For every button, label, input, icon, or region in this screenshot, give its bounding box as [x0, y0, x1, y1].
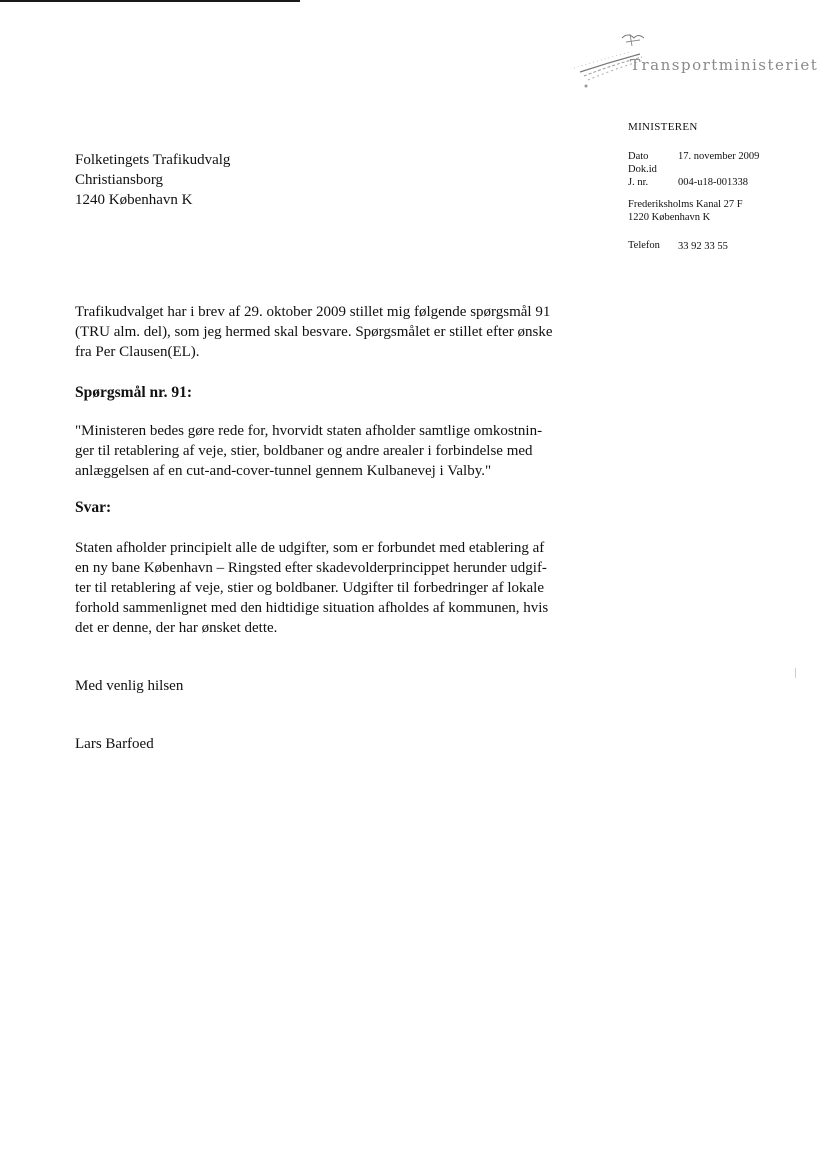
ministry-logo-text: Transportministeriet — [630, 56, 819, 74]
paragraph-line: Staten afholder principielt alle de udgifter, som er forbundet med etablering af — [75, 540, 545, 556]
recipient-line: Folketingets Trafikudvalg — [75, 152, 231, 168]
recipient-line: Christiansborg — [75, 172, 164, 188]
intro-paragraph — [75, 302, 595, 362]
paragraph-line: (TRU alm. del), som jeg hermed skal besvare. Spørgsmålet er stillet efter ønske — [75, 324, 553, 340]
journal-number-value: 004-u18-001338 — [678, 177, 748, 188]
recipient-address — [75, 150, 230, 210]
paragraph-line: fra Per Clausen(EL). — [75, 344, 200, 360]
date-value: 17. november 2009 — [678, 151, 760, 162]
phone-label: Telefon — [628, 240, 660, 251]
question-heading: Spørgsmål nr. 91: — [75, 384, 192, 401]
recipient-line: 1240 København K — [75, 192, 193, 208]
paragraph-line: en ny bane København – Ringsted efter skadevolderprincippet herunder udgif- — [75, 560, 547, 576]
paragraph-line: Trafikudvalget har i brev af 29. oktober 2009 stillet mig følgende spørgsmål 91 — [75, 304, 551, 320]
paragraph-line: det er denne, der har ønsket dette. — [75, 620, 278, 636]
scan-edge-line — [0, 0, 300, 2]
paragraph-line: ter til retablering af veje, stier og boldbaner. Udgifter til forbedringer af lokale — [75, 580, 544, 596]
journal-number-label: J. nr. — [628, 177, 649, 188]
sender-address-line2: 1220 København K — [628, 212, 711, 223]
paragraph-line: ger til retablering af veje, stier, boldbaner og andre arealer i forbindelse med — [75, 443, 533, 459]
date-label: Dato — [628, 151, 649, 162]
scan-mark — [795, 668, 796, 678]
paragraph-line: "Ministeren bedes gøre rede for, hvorvidt staten afholder samtlige omkostnin- — [75, 423, 543, 439]
doc-id-label: Dok.id — [628, 164, 657, 175]
phone-value: 33 92 33 55 — [678, 241, 728, 252]
closing-text: Med venlig hilsen — [75, 678, 184, 694]
sender-title: MINISTEREN — [628, 121, 698, 133]
paragraph-line: forhold sammenlignet med den hidtidige situation afholdes af kommunen, hvis — [75, 600, 549, 616]
sender-address-line1: Frederiksholms Kanal 27 F — [628, 199, 743, 210]
paragraph-line: anlæggelsen af en cut-and-cover-tunnel gennem Kulbanevej i Valby." — [75, 463, 492, 479]
answer-paragraph — [75, 538, 595, 638]
question-paragraph — [75, 421, 595, 481]
signature-name: Lars Barfoed — [75, 736, 154, 752]
answer-heading: Svar: — [75, 499, 112, 516]
